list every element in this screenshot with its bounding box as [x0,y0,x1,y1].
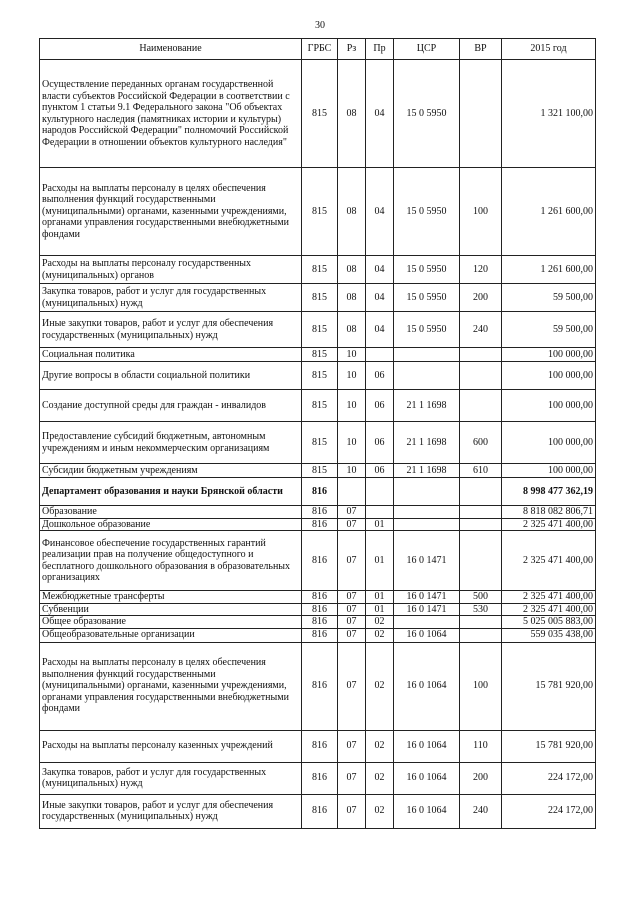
cell-vr [460,628,502,642]
cell-pr: 01 [366,518,394,531]
table-row [40,518,596,531]
cell-pr: 01 [366,591,394,604]
table-row [40,762,596,794]
cell-amount: 2 325 471 400,00 [502,603,596,616]
cell-vr: 240 [460,312,502,348]
cell-grbs: 815 [302,362,338,390]
cell-pr: 02 [366,730,394,762]
cell-rz: 08 [338,256,366,284]
cell-vr: 200 [460,284,502,312]
header-csr: ЦСР [394,39,460,60]
cell-name: Расходы на выплаты персоналу казенных учреждений [40,730,302,762]
cell-grbs: 816 [302,762,338,794]
cell-csr: 15 0 5950 [394,256,460,284]
cell-pr: 04 [366,256,394,284]
cell-csr: 21 1 1698 [394,422,460,464]
cell-rz: 08 [338,284,366,312]
cell-amount: 100 000,00 [502,422,596,464]
header-grbs: ГРБС [302,39,338,60]
cell-grbs: 815 [302,390,338,422]
cell-amount: 559 035 438,00 [502,628,596,642]
cell-rz: 10 [338,390,366,422]
budget-table [39,38,596,829]
cell-amount: 1 261 600,00 [502,168,596,256]
cell-vr [460,506,502,519]
cell-name: Иные закупки товаров, работ и услуг для обеспечения государственных (муниципальных) нужд [40,312,302,348]
cell-vr: 240 [460,794,502,828]
cell-rz: 10 [338,362,366,390]
table-row [40,284,596,312]
cell-amount: 59 500,00 [502,284,596,312]
cell-grbs: 816 [302,506,338,519]
cell-grbs: 816 [302,730,338,762]
cell-csr: 15 0 5950 [394,60,460,168]
cell-name: Социальная политика [40,348,302,362]
cell-rz: 07 [338,762,366,794]
cell-grbs: 815 [302,348,338,362]
cell-amount: 8 998 477 362,19 [502,478,596,506]
cell-pr: 02 [366,794,394,828]
header-pr: Пр [366,39,394,60]
cell-name: Расходы на выплаты персоналу в целях обеспечения выполнения функций государственными (муниципальными) органами, казенными учреждениями, органами управления государственными внебюджетными фондами [40,168,302,256]
cell-csr: 16 0 1471 [394,603,460,616]
cell-rz: 07 [338,531,366,591]
cell-grbs: 816 [302,478,338,506]
cell-name: Общее образование [40,616,302,629]
cell-amount: 5 025 005 883,00 [502,616,596,629]
cell-grbs: 815 [302,312,338,348]
cell-amount: 100 000,00 [502,348,596,362]
cell-vr [460,478,502,506]
header-vr: ВР [460,39,502,60]
cell-grbs: 816 [302,642,338,730]
cell-vr [460,531,502,591]
cell-pr: 01 [366,531,394,591]
cell-name: Общеобразовательные организации [40,628,302,642]
table-row [40,60,596,168]
cell-vr [460,390,502,422]
cell-csr [394,616,460,629]
cell-name: Субсидии бюджетным учреждениям [40,464,302,478]
cell-name: Образование [40,506,302,519]
table-row [40,362,596,390]
cell-amount: 2 325 471 400,00 [502,591,596,604]
cell-pr: 04 [366,168,394,256]
cell-amount: 100 000,00 [502,464,596,478]
cell-amount: 1 321 100,00 [502,60,596,168]
table-row [40,464,596,478]
cell-rz: 07 [338,591,366,604]
cell-amount: 224 172,00 [502,762,596,794]
cell-rz: 10 [338,464,366,478]
cell-amount: 100 000,00 [502,362,596,390]
cell-rz: 07 [338,628,366,642]
table-row [40,478,596,506]
cell-name: Расходы на выплаты персоналу государственных (муниципальных) органов [40,256,302,284]
table-header-row [40,39,596,60]
cell-name: Предоставление субсидий бюджетным, автономным учреждениям и иным некоммерческим организациям [40,422,302,464]
cell-pr: 06 [366,422,394,464]
cell-grbs: 816 [302,603,338,616]
cell-csr: 21 1 1698 [394,464,460,478]
cell-grbs: 815 [302,60,338,168]
cell-csr: 15 0 5950 [394,284,460,312]
cell-rz: 07 [338,603,366,616]
cell-pr: 06 [366,390,394,422]
cell-name: Закупка товаров, работ и услуг для государственных (муниципальных) нужд [40,762,302,794]
cell-csr: 16 0 1064 [394,762,460,794]
table-row [40,168,596,256]
cell-csr: 16 0 1064 [394,730,460,762]
cell-name: Создание доступной среды для граждан - инвалидов [40,390,302,422]
cell-vr: 120 [460,256,502,284]
cell-grbs: 816 [302,794,338,828]
cell-rz: 08 [338,60,366,168]
cell-grbs: 816 [302,531,338,591]
table-row [40,591,596,604]
cell-vr [460,362,502,390]
cell-name: Иные закупки товаров, работ и услуг для обеспечения государственных (муниципальных) нужд [40,794,302,828]
cell-pr [366,506,394,519]
cell-pr: 04 [366,284,394,312]
table-row [40,506,596,519]
cell-csr [394,506,460,519]
table-row [40,256,596,284]
cell-rz: 07 [338,642,366,730]
cell-csr [394,362,460,390]
cell-grbs: 815 [302,168,338,256]
table-row [40,603,596,616]
cell-amount: 100 000,00 [502,390,596,422]
cell-csr: 15 0 5950 [394,312,460,348]
page-number: 30 [315,20,325,31]
cell-name: Осуществление переданных органам государственной власти субъектов Российской Федерации в соответствии с пунктом 1 статьи 9.1 Федерального закона "Об объектах культурного наследия (памятниках истории и культуры) народов Российской Федерации" полномочий Российской Федерации в отношении объектов культурного наследия" [40,60,302,168]
cell-vr [460,348,502,362]
cell-csr: 16 0 1064 [394,628,460,642]
cell-grbs: 816 [302,616,338,629]
cell-amount: 8 818 082 806,71 [502,506,596,519]
cell-rz: 07 [338,794,366,828]
cell-rz: 08 [338,168,366,256]
cell-rz: 07 [338,518,366,531]
cell-name: Финансовое обеспечение государственных гарантий реализации прав на получение общедоступного и бесплатного дошкольного образования в образовательных организациях [40,531,302,591]
table-row [40,642,596,730]
table-row [40,348,596,362]
cell-vr [460,60,502,168]
cell-rz: 10 [338,348,366,362]
cell-amount: 2 325 471 400,00 [502,518,596,531]
cell-name: Межбюджетные трансферты [40,591,302,604]
cell-vr: 100 [460,642,502,730]
cell-amount: 1 261 600,00 [502,256,596,284]
cell-pr: 02 [366,628,394,642]
cell-vr [460,616,502,629]
cell-vr: 600 [460,422,502,464]
cell-pr: 02 [366,762,394,794]
cell-rz: 07 [338,616,366,629]
cell-grbs: 816 [302,518,338,531]
header-name: Наименование [40,39,302,60]
cell-vr: 500 [460,591,502,604]
header-amount-2015: 2015 год [502,39,596,60]
table-row [40,628,596,642]
cell-rz: 10 [338,422,366,464]
table-row [40,616,596,629]
cell-pr [366,478,394,506]
cell-vr: 530 [460,603,502,616]
cell-pr: 02 [366,642,394,730]
table-row [40,730,596,762]
cell-amount: 224 172,00 [502,794,596,828]
cell-amount: 2 325 471 400,00 [502,531,596,591]
header-rz: Рз [338,39,366,60]
cell-name: Дошкольное образование [40,518,302,531]
cell-vr: 100 [460,168,502,256]
cell-rz [338,478,366,506]
cell-amount: 15 781 920,00 [502,642,596,730]
cell-grbs: 815 [302,284,338,312]
cell-name: Субвенции [40,603,302,616]
table-row [40,794,596,828]
cell-name: Закупка товаров, работ и услуг для государственных (муниципальных) нужд [40,284,302,312]
cell-amount: 59 500,00 [502,312,596,348]
cell-name: Департамент образования и науки Брянской области [40,478,302,506]
cell-grbs: 815 [302,464,338,478]
table-row [40,312,596,348]
cell-amount: 15 781 920,00 [502,730,596,762]
cell-pr [366,348,394,362]
cell-csr: 16 0 1064 [394,794,460,828]
cell-csr [394,518,460,531]
cell-csr [394,478,460,506]
cell-name: Другие вопросы в области социальной политики [40,362,302,390]
cell-csr: 21 1 1698 [394,390,460,422]
cell-csr: 15 0 5950 [394,168,460,256]
cell-grbs: 816 [302,628,338,642]
cell-name: Расходы на выплаты персоналу в целях обеспечения выполнения функций государственными (муниципальными) органами, казенными учреждениями, органами управления государственными внебюджетными фондами [40,642,302,730]
cell-vr: 200 [460,762,502,794]
cell-vr [460,518,502,531]
cell-vr: 610 [460,464,502,478]
cell-pr: 06 [366,362,394,390]
cell-rz: 07 [338,506,366,519]
cell-pr: 06 [366,464,394,478]
cell-grbs: 815 [302,422,338,464]
cell-vr: 110 [460,730,502,762]
cell-pr: 01 [366,603,394,616]
cell-csr: 16 0 1064 [394,642,460,730]
cell-csr: 16 0 1471 [394,591,460,604]
cell-csr [394,348,460,362]
table-row [40,422,596,464]
cell-csr: 16 0 1471 [394,531,460,591]
cell-pr: 04 [366,60,394,168]
table-row [40,531,596,591]
cell-rz: 07 [338,730,366,762]
cell-grbs: 815 [302,256,338,284]
table-row [40,390,596,422]
cell-pr: 02 [366,616,394,629]
cell-pr: 04 [366,312,394,348]
cell-rz: 08 [338,312,366,348]
cell-grbs: 816 [302,591,338,604]
